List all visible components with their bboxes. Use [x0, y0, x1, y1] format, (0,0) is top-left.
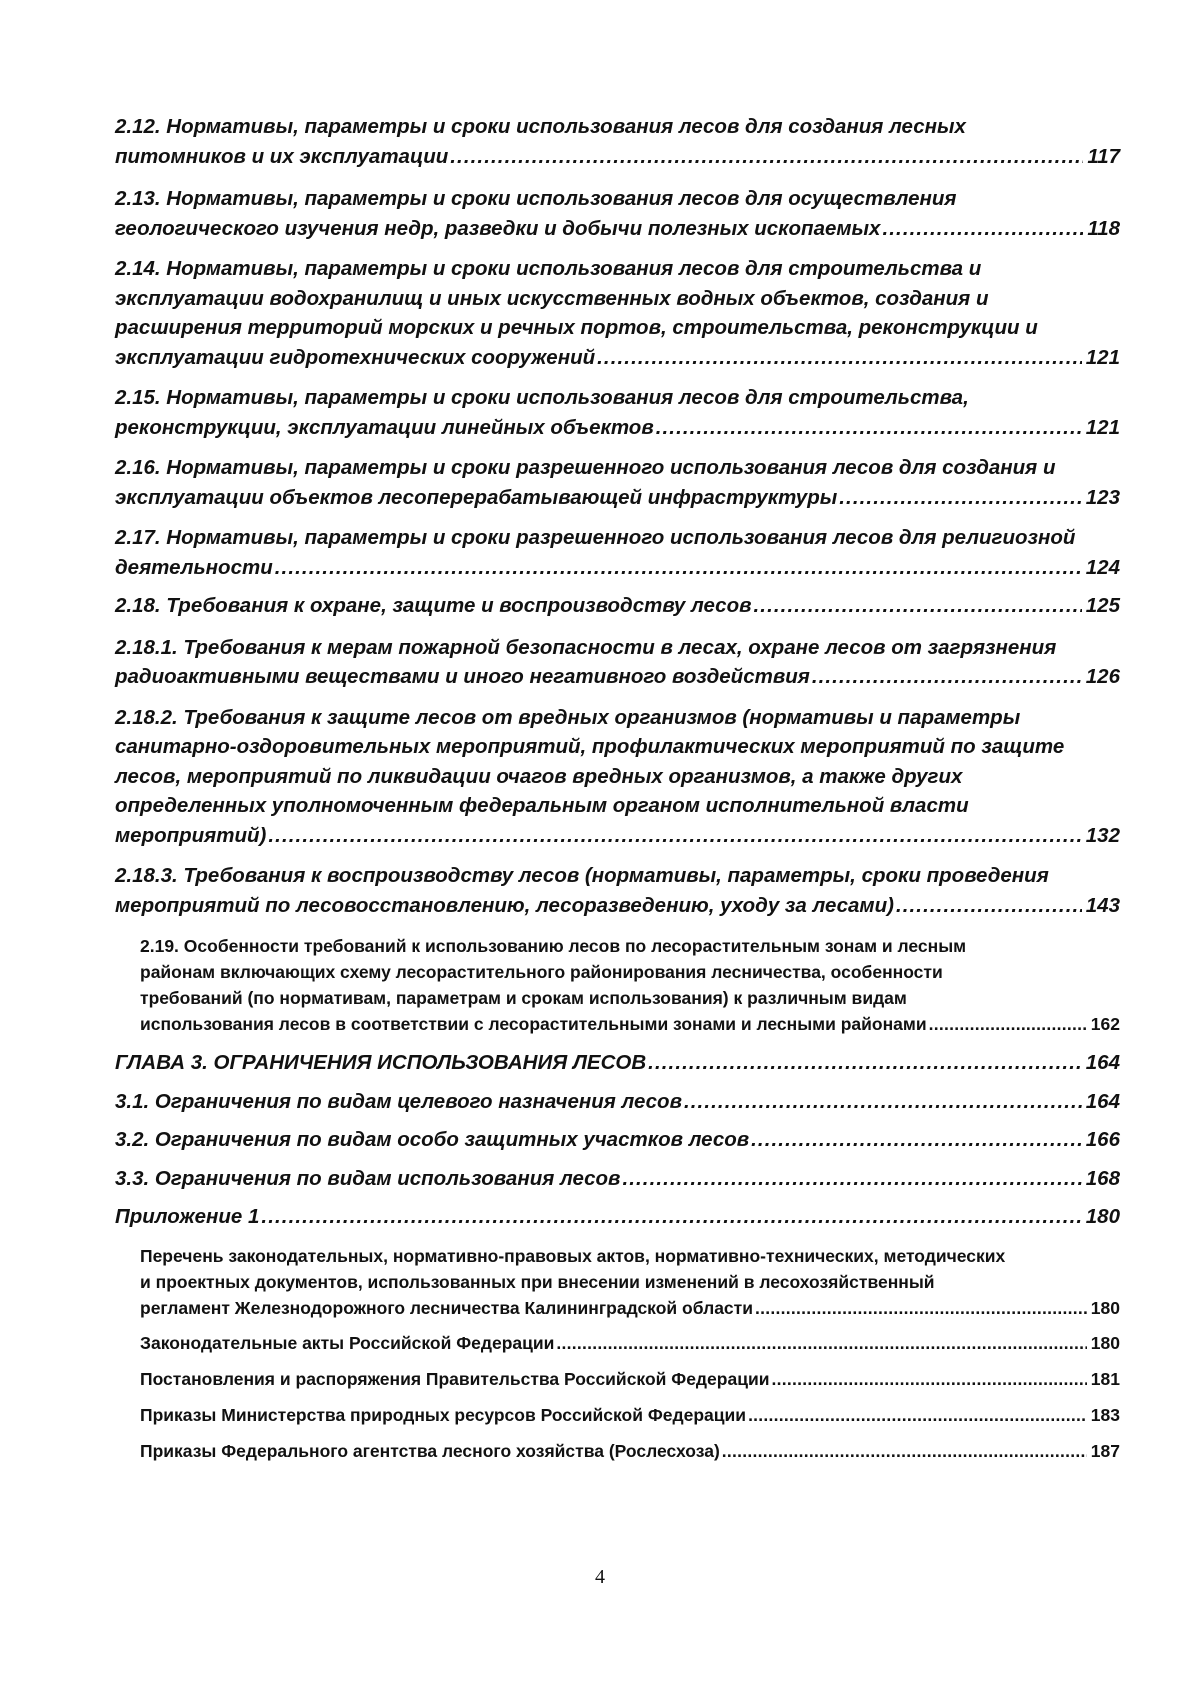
- toc-entry-line: [115, 821, 1120, 851]
- toc-entry-text: 2.13. Нормативы, параметры и сроки использования лесов для осуществления: [115, 187, 957, 210]
- toc-entry-text: радиоактивными веществами и иного негативного воздействия: [115, 665, 810, 688]
- toc-entry-line: [115, 1087, 1120, 1117]
- toc-entry[interactable]: [140, 933, 1120, 1037]
- toc-entry-text: 2.18. Требования к охране, защите и воспроизводству лесов: [115, 594, 752, 617]
- toc-entry-line: [115, 591, 1120, 621]
- dot-leader: [812, 662, 1082, 692]
- toc-page-number: 166: [1085, 1128, 1120, 1151]
- dot-leader: [648, 1048, 1082, 1078]
- toc-entry-line: [140, 1295, 1120, 1321]
- dot-leader: [929, 1011, 1087, 1037]
- toc-entry-line: [115, 214, 1120, 244]
- toc-page-number: 164: [1085, 1051, 1120, 1074]
- toc-entry-line: [115, 791, 1120, 821]
- toc-page-number: 121: [1085, 345, 1120, 369]
- toc-entry-line: [115, 413, 1120, 443]
- toc-entry[interactable]: [115, 453, 1120, 512]
- toc-entry-line: [115, 343, 1120, 373]
- toc-entry[interactable]: [115, 184, 1120, 243]
- toc-entry[interactable]: [115, 1202, 1120, 1232]
- toc-entry-line: [140, 1269, 1120, 1295]
- toc-entry[interactable]: [115, 1087, 1120, 1117]
- toc-entry-line: [115, 383, 1120, 413]
- toc-entry-line: [115, 184, 1120, 214]
- toc-entry-text: расширения территорий морских и речных портов, строительства, реконструкции и: [115, 316, 1038, 339]
- toc-entry-text: 3.3. Ограничения по видам использования лесов: [115, 1166, 621, 1190]
- toc-entry-line: [140, 1011, 1120, 1037]
- toc-entry[interactable]: [140, 1243, 1120, 1321]
- toc-entry[interactable]: [115, 1164, 1120, 1194]
- toc-entry[interactable]: [115, 523, 1120, 582]
- toc-page-number: 168: [1085, 1166, 1120, 1190]
- dot-leader: [722, 1438, 1087, 1464]
- toc-page-number: 125: [1085, 594, 1120, 617]
- toc-entry-text: питомников и их эксплуатации: [115, 144, 449, 168]
- toc-page-number: 187: [1090, 1440, 1120, 1461]
- dot-leader: [684, 1087, 1082, 1117]
- toc-page-number: 121: [1085, 415, 1120, 439]
- toc-page-number: 180: [1090, 1297, 1120, 1318]
- toc-page-number: 124: [1085, 555, 1120, 579]
- toc-page-number: 132: [1085, 823, 1120, 847]
- toc-entry[interactable]: [115, 633, 1120, 692]
- toc-entry[interactable]: [140, 1438, 1120, 1464]
- toc-entry-text: эксплуатации водохранилищ и иных искусственных водных объектов, создания и: [115, 286, 989, 310]
- toc-entry-line: [115, 662, 1120, 692]
- toc-entry[interactable]: [115, 1048, 1120, 1078]
- toc-entry-text: санитарно-оздоровительных мероприятий, профилактических мероприятий по защите: [115, 735, 1065, 758]
- toc-entry-line: [140, 933, 1120, 959]
- dot-leader: [882, 214, 1083, 244]
- toc-entry-line: [115, 703, 1120, 733]
- toc-entry-line: [115, 254, 1120, 284]
- toc-entry[interactable]: [115, 703, 1120, 851]
- toc-entry[interactable]: [115, 383, 1120, 442]
- toc-entry-text: и проектных документов, использованных при внесении изменений в лесохозяйственный: [140, 1271, 935, 1292]
- dot-leader: [597, 343, 1082, 373]
- dot-leader: [771, 1366, 1086, 1392]
- dot-leader: [268, 821, 1081, 851]
- toc-entry-text: эксплуатации объектов лесоперерабатывающей инфраструктуры: [115, 485, 838, 509]
- toc-entry-line: [115, 112, 1120, 142]
- toc-entry-text: 3.1. Ограничения по видам целевого назначения лесов: [115, 1089, 682, 1113]
- toc-entry-line: [115, 523, 1120, 553]
- toc-page-number: 143: [1085, 893, 1120, 917]
- toc-page-number: 162: [1090, 1014, 1120, 1034]
- toc-page-number: 123: [1085, 485, 1120, 509]
- toc-entry-text: деятельности: [115, 555, 273, 579]
- toc-page-number: 183: [1090, 1404, 1120, 1425]
- toc-entry[interactable]: [115, 254, 1120, 372]
- page-number: 4: [595, 1566, 605, 1588]
- dot-leader: [556, 1330, 1086, 1356]
- dot-leader: [622, 1164, 1081, 1194]
- toc-entry-text: 2.12. Нормативы, параметры и сроки использования лесов для создания лесных: [115, 115, 966, 138]
- toc-entry-text: геологического изучения недр, разведки и добычи полезных ископаемых: [115, 216, 881, 240]
- toc-entry-text: Приказы Министерства природных ресурсов Российской Федерации: [140, 1404, 747, 1425]
- toc-entry-line: [115, 313, 1120, 343]
- toc-entry-text: лесов, мероприятий по ликвидации очагов вредных организмов, а также других: [115, 764, 963, 788]
- toc-entry-text: мероприятий): [115, 823, 267, 847]
- toc-entry-line: [140, 1366, 1120, 1392]
- dot-leader: [839, 483, 1082, 513]
- toc-entry-line: [115, 891, 1120, 921]
- toc-page-number: 118: [1087, 216, 1120, 240]
- toc-entry-line: [115, 1048, 1120, 1078]
- toc-entry-text: Приказы Федерального агентства лесного хозяйства (Рослесхоза): [140, 1440, 720, 1461]
- toc-entry-text: 2.16. Нормативы, параметры и сроки разрешенного использования лесов для создания и: [115, 456, 1056, 479]
- toc-entry-line: [115, 762, 1120, 792]
- toc-entry[interactable]: [115, 1125, 1120, 1155]
- toc-entry-text: 2.18.1. Требования к мерам пожарной безопасности в лесах, охране лесов от загрязнения: [115, 635, 1057, 659]
- toc-entry-line: [115, 453, 1120, 483]
- toc-entry[interactable]: [140, 1366, 1120, 1392]
- toc-entry-line: [140, 959, 1120, 985]
- dot-leader: [748, 1402, 1087, 1428]
- toc-entry-text: 2.14. Нормативы, параметры и сроки использования лесов для строительства и: [115, 257, 982, 280]
- dot-leader: [753, 591, 1081, 621]
- toc-page-number: 180: [1090, 1332, 1120, 1353]
- toc-entry[interactable]: [115, 861, 1120, 920]
- toc-page-number: 117: [1087, 144, 1120, 168]
- dot-leader: [755, 1295, 1087, 1321]
- dot-leader: [896, 891, 1082, 921]
- toc-page-number: 164: [1085, 1089, 1120, 1113]
- table-of-contents: [115, 112, 1120, 1464]
- toc-entry-text: 2.19. Особенности требований к использованию лесов по лесорастительным зонам и лесным: [140, 936, 967, 956]
- toc-page-number: 180: [1085, 1205, 1120, 1228]
- toc-entry-text: 2.15. Нормативы, параметры и сроки использования лесов для строительства,: [115, 386, 969, 409]
- dot-leader: [261, 1202, 1081, 1232]
- toc-entry-text: 2.18.2. Требования к защите лесов от вредных организмов (нормативы и параметры: [115, 705, 1021, 729]
- toc-entry-text: Законодательные акты Российской Федерации: [140, 1332, 555, 1353]
- toc-entry-line: [115, 553, 1120, 583]
- dot-leader: [751, 1125, 1082, 1155]
- toc-entry-line: [140, 1402, 1120, 1428]
- dot-leader: [656, 413, 1082, 443]
- toc-entry[interactable]: [115, 591, 1120, 621]
- toc-entry-text: 2.17. Нормативы, параметры и сроки разрешенного использования лесов для религиозной: [115, 526, 1076, 549]
- toc-entry-line: [140, 1330, 1120, 1356]
- toc-entry[interactable]: [115, 112, 1120, 171]
- toc-entry-text: использования лесов в соответствии с лесорастительными зонами и лесными районами: [140, 1014, 927, 1034]
- toc-entry-line: [115, 1164, 1120, 1194]
- toc-entry-text: требований (по нормативам, параметрам и срокам использования) к различным видам: [140, 988, 907, 1008]
- toc-entry-text: эксплуатации гидротехнических сооружений: [115, 345, 596, 369]
- toc-entry-line: [115, 861, 1120, 891]
- toc-entry-line: [115, 1202, 1120, 1232]
- dot-leader: [450, 142, 1083, 172]
- toc-entry-text: Приложение 1: [115, 1205, 260, 1228]
- toc-entry-line: [115, 284, 1120, 314]
- toc-entry-line: [115, 142, 1120, 172]
- toc-entry-text: ГЛАВА 3. ОГРАНИЧЕНИЯ ИСПОЛЬЗОВАНИЯ ЛЕСОВ: [115, 1051, 647, 1074]
- toc-entry-text: Перечень законодательных, нормативно-правовых актов, нормативно-технических, методических: [140, 1245, 1006, 1266]
- dot-leader: [275, 553, 1082, 583]
- toc-entry-line: [140, 1438, 1120, 1464]
- toc-page-number: 126: [1085, 665, 1120, 688]
- toc-entry-line: [115, 633, 1120, 663]
- toc-entry[interactable]: [140, 1330, 1120, 1356]
- toc-entry-line: [115, 1125, 1120, 1155]
- toc-entry-line: [115, 732, 1120, 762]
- toc-entry-line: [140, 1243, 1120, 1269]
- toc-entry-text: Постановления и распоряжения Правительства Российской Федерации: [140, 1368, 770, 1389]
- toc-entry-text: реконструкции, эксплуатации линейных объектов: [115, 415, 654, 439]
- toc-page-number: 181: [1090, 1368, 1120, 1389]
- toc-entry-text: регламент Железнодорожного лесничества Калининградской области: [140, 1297, 753, 1318]
- toc-entry-text: 2.18.3. Требования к воспроизводству лесов (нормативы, параметры, сроки проведения: [115, 864, 1049, 887]
- toc-entry-line: [140, 985, 1120, 1011]
- toc-entry-text: определенных уполномоченным федеральным органом исполнительной власти: [115, 794, 969, 817]
- toc-entry-text: мероприятий по лесовосстановлению, лесоразведению, уходу за лесами): [115, 893, 894, 917]
- toc-entry[interactable]: [140, 1402, 1120, 1428]
- toc-entry-text: районам включающих схему лесорастительного районирования лесничества, особенности: [140, 962, 943, 982]
- toc-entry-line: [115, 483, 1120, 513]
- toc-entry-text: 3.2. Ограничения по видам особо защитных участков лесов: [115, 1128, 750, 1151]
